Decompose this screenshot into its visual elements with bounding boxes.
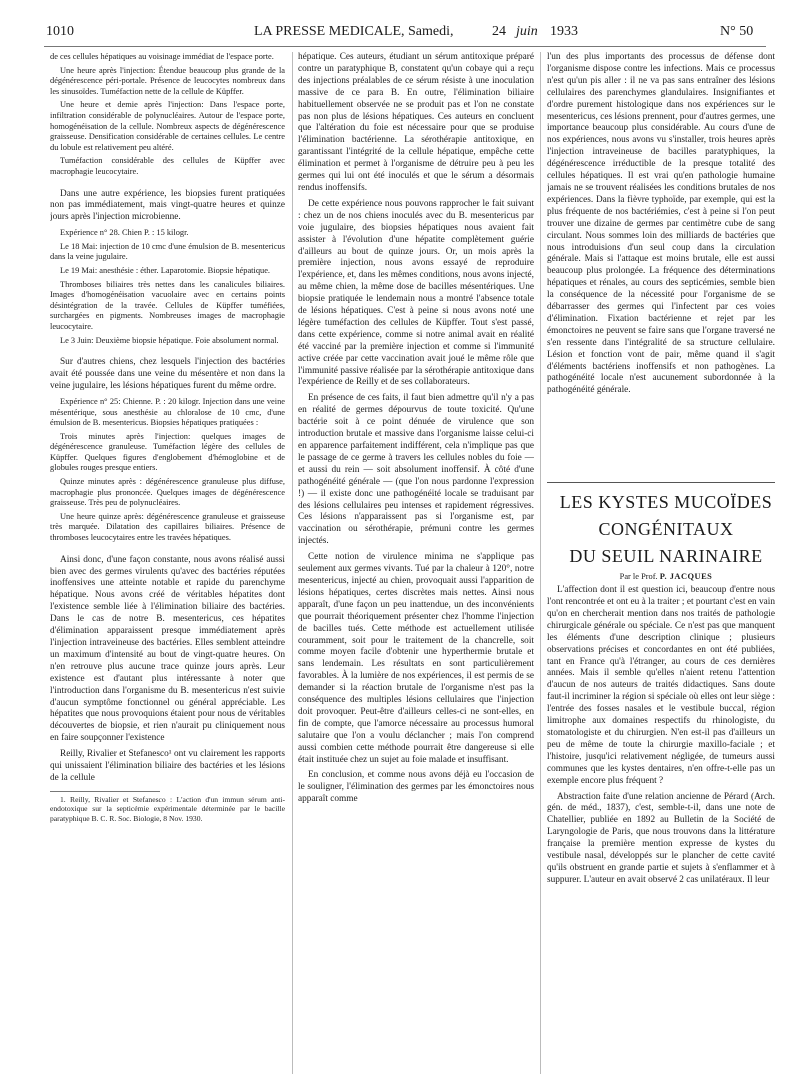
paragraph: Cette notion de virulence minima ne s'applique pas seulement aux germes vivants. Tué par la chaleur à 120°, notre mesentericus, injecté au chien, provoquait aussi l'apparition de lésions hépatiques, certes discrètes mais nettes. Ainsi nous apparaît, d'une façon un peu inattendue, un des inconvénients que pourrait théoriquement présenter chez l'homme l'injection de bacilles tués. Cette méthode est actuellement utilisée couramment, soit pour le traitement de la chancrelle, soit comme moyen facile d'obtenir une hyperthermie brutale et sans lendemain. Les résultats en sont particulièrement favorables. À la lumière de nos expériences, il est permis de se demander si la réaction brutale de l'organisme n'est pas la conséquence des multiples lésions cellulaires que l'injection doit provoquer. Peut-être d'ailleurs celles-ci ne sont-elles, en fin de compte, que l'amorce nécessaire au processus humoral salutaire que l'on a voulu déclancher ; mais l'on comprend aussi combien cette méthode pourrait être dangereuse si elle était instituée chez un sujet au foie malade et insuffisant. (298, 552, 534, 765)
paragraph: En conclusion, et comme nous avons déjà eu l'occasion de le souligner, l'élimination des germes par les émonctoires nous apparaît comme (298, 770, 534, 805)
page-header (44, 22, 764, 42)
article-title: CONGÉNITAUX (598, 519, 734, 539)
column-middle (298, 52, 534, 1072)
experiment-heading: Expérience n° 28. Chien P. : 15 kilogr. (60, 228, 189, 238)
article-title: DU SEUIL NARINAIRE (569, 546, 763, 566)
paragraph: hépatique. Ces auteurs, étudiant un sérum antitoxique préparé contre un paratyphique B, constatent qu'un cobaye qui a reçu des injections préalables de ce sérum résiste à une inoculation massive de ce para B. En outre, l'élimination biliaire habituellement observée ne se produit pas et l'on ne constate pas non plus de lésions hépatiques. Ces auteurs en concluent que l'altération du foie est nécessaire pour que se produise l'élimination bactérienne. La sérothérapie antitoxique, en garantissant l'intégrité de la cellule hépatique, empêche cette élimination et permet à l'organisme de détruire peu à peu les germes qui lui ont été inoculés et que le sérum a désormais rendus inoffensifs. (298, 52, 534, 193)
paragraph: Le 19 Mai: anesthésie : éther. Laparotomie. Biopsie hépatique. (60, 266, 271, 276)
date-month: juin (516, 24, 538, 39)
column-right (547, 52, 775, 1072)
column-left (50, 52, 285, 1072)
column-divider (292, 52, 293, 1074)
paragraph: Sur d'autres chiens, chez lesquels l'injection des bactéries avait été poussée dans une veine du mésentère et non dans la veine jugulaire, les lésions hépatiques furent du même ordre. (50, 357, 285, 391)
paragraph: Une heure après l'injection: Étendue beaucoup plus grande de la dégénérescence péri-portale. Présence de leucocytes nombreux dans les sinusoïdes. Tuméfaction nette de la cellule de Küpffer. (50, 65, 285, 96)
article-title: LES KYSTES MUCOÏDES (559, 492, 773, 512)
article-separator (547, 482, 775, 483)
footnote: 1. Reilly, Rivalier et Stefanesco : L'action d'un immun sérum anti-endotoxique sur la septicémie expérimentale déterminée par le bacille paratyphique B. C. R. Soc. Biologie, 8 Nov. 1930. (50, 794, 285, 823)
paragraph: Une heure quinze après: dégénérescence granuleuse et graisseuse très marquée. Dilatation des capillaires biliaires. Présence de thromboses leucocytaires entre les travées hépatiques. (50, 511, 285, 543)
paragraph: Trois minutes après l'injection: quelques images de dégénérescence granuleuse. Tuméfaction légère des cellules de Küpffer. Quelques figures d'englobement d'hémoglobine et de globules rouges presque entiers. (50, 431, 285, 473)
year: 1933 (550, 24, 578, 39)
paragraph: Quinze minutes après : dégénérescence granuleuse plus diffuse, macrophagie plus prononcée. Quelques images de dégénérescence graisseuse. Très peu de polynucléaires. (50, 477, 285, 508)
paragraph: L'affection dont il est question ici, beaucoup d'entre nous l'ont rencontrée et ont eu à la traiter ; et pourtant c'est en vain qu'on en chercherait mention dans nos traités de pathologie chirurgicale générale ou spéciale. Ce n'est pas que manquent les éléments d'une description clinique ; plusieurs observations précises et concordantes en ont été publiées, tant en France qu'à l'étranger, au cours de ces dernières années. Mais il semble qu'elles n'aient retenu l'attention d'aucun de nos auteurs de traités didactiques. Sans doute faut-il incriminer la région si spéciale où elles ont leur siège : l'entrée des fosses nasales et le vestibule buccal, région limitrophe aux domaines respectifs du rhinologiste, du stomatologiste et du chirurgien. N'en est-il pas d'ailleurs un peu de même de toute la chirurgie maxillo-faciale ; et l'histoire, jusqu'ici relativement négligée, de tumeurs aussi communes que les kystes dentaires, n'en offre-t-elle pas un exemple encore plus fréquent ? (547, 585, 775, 786)
footnote-rule (50, 791, 160, 792)
paragraph: Le 3 Juin: Deuxième biopsie hépatique. Foie absolument normal. (60, 335, 279, 345)
byline-prefix: Par le Prof. (619, 572, 658, 581)
byline (547, 571, 775, 582)
experiment-heading: Expérience n° 25: Chienne. P. : 20 kilogr. Injection dans une veine mésentérique, sous anesthésie au chloralose de 10 cmc, d'une émulsion de B. mesentericus. Biopsies hépatiques pratiquées : (50, 396, 285, 428)
column-divider (540, 52, 541, 1074)
paragraph: l'un des plus importants des processus de défense dont l'organisme dispose contre les infections. Mais ce processus n'est qu'un pis aller : il ne va pas sans entraîner des lésions cellulaires des parenchymes glandulaires. Insignifiantes et d'ordre purement histologique dans nos expériences sur le mesentericus, ces lésions prennent, pour d'autres germes, une importance beaucoup plus considérable. Au cours d'une de nos expériences, nous avons vu s'installer, trois heures après l'injection intraveineuse de bacilles paratyphiques, la dégénérescence irréductible de la presque totalité des cellules hépatiques. Il est vrai qu'en pathologie humaine jamais ne se trouvent réalisées les conditions brutales de nos expériences. Dans la fièvre typhoïde, par exemple, qui est la plus fréquente de nos bactériémies, c'est à peine si l'on peut trouver une dizaine de germes par centimètre cube de sang circulant. Nous sommes loin des milliards de bactéries que nous introduisions d'un seul coup dans la circulation générale. Mais si l'attaque est moins brutale, elle est aussi beaucoup plus prolongée. La fréquence des déterminations hépatiques et rénales, au cours des septicémies, semble bien la conséquence de la nécessité pour l'organisme de se débarrasser des germes qui l'infectent par ces voies d'élimination. Fixation bactérienne et rejet par les émonctoires ne peuvent se faire sans que l'organe traversé ne s'en ressente dans l'intégralité de sa structure cellulaire. Lésion et fonction vont de pair, même quand il s'agit d'éléments bactériens inoffensifs et non pathogènes. La pathogénéité locale n'est aucunement subordonnée à la pathogénéité générale. (547, 52, 775, 396)
paragraph: De cette expérience nous pouvons rapprocher le fait suivant : chez un de nos chiens inoculés avec du B. mesentericus par voie jugulaire, des biopsies hépatiques nous avaient fait assister à l'évolution d'une hépatite complètement guérie d'ailleurs au bout de quinze jours. Or, un mois après la première injection, nous avons essayé de reproduire l'expérience, et, dans les mêmes conditions, nous avons injecté, au même chien, la même dose de bacilles mésentériques. Une biopsie pratiquée le lendemain nous a montré l'absence totale de lésions hépatiques. C'est à peine si nous avons noté une légère tuméfaction des cellules de Küpffer. Tout s'est passé, dans cette expérience, comme si notre animal avait en réalité été vacciné par la première injection et comme si l'immunité active créée par cette vaccination avait joué le même rôle que l'immunité passive réalisée par la sérothérapie antitoxique dans l'expérience de Reilly et de ses collaborateurs. (298, 198, 534, 388)
issue-number: N° 50 (720, 24, 754, 39)
header-rule (44, 46, 766, 47)
author-name: P. JACQUES (659, 572, 713, 581)
paragraph: Ainsi donc, d'une façon constante, nous avons réalisé aussi bien avec des germes virulents qu'avec des bactéries réputées inoffensives une atteinte notable et rapide du parenchyme hépatique. Nous avons créé de véritables hépatites dont l'existence semble liée à l'élimination biliaire des bactéries. Dans le cas de notre B. mesentericus, ces hépatites d'élimination apparaissent presque immédiatement après l'injection intraveineuse des bactéries. Elles semblent atteindre un maximum d'intensité au bout de vingt-quatre heures. On n'en retrouve plus aucune trace quinze jours après. Leur existence est d'autant plus intéressante à noter que l'introduction dans l'organisme du B. mesentericus n'est suivie d'aucun symptôme fonctionnel ou général appréciable. Les hépatites que nous provoquions étaient pour nous de véritables découvertes de biopsie, et rien n'aurait pu cliniquement nous en faire soupçonner l'existence (50, 554, 285, 744)
paragraph: de ces cellules hépatiques au voisinage immédiat de l'espace porte. (50, 52, 274, 61)
paragraph: Abstraction faite d'une relation ancienne de Pérard (Arch. gén. de méd., 1837), c'est, semble-t-il, dans une note de Chatellier, publiée en 1892 au Bulletin de la Société de Laryngologie de Paris, que nous trouvons dans la littérature française la première mention expresse de kystes du vestibule nasal, développés sur le plancher de cette cavité qu'ils obstruent en grande partie et sujets à s'enflammer et à suppurer. L'auteur en avait observé 2 cas unilatéraux. Il leur (547, 791, 775, 885)
paragraph: En présence de ces faits, il faut bien admettre qu'il n'y a pas en réalité de germes dépourvus de toute toxicité. Qu'une bactérie soit à ce point dénuée de virulence que son introduction brutale et massive dans l'organisme laisse celui-ci en apparence parfaitement indifférent, cela n'implique pas que le passage de ce germe à travers les cellules nobles du foie — et aussi du rein — soit absolument inoffensif. À côté d'une pathogénéité générale — (que l'on nous pardonne l'expression !) — il existe donc une pathogénéité locale se traduisant par des lésions cellulaires peu intenses et rapidement régressives. Ces lésions n'apparaissent pas si l'organisme est, par vaccination ou sérothérapie, prémuni contre les germes injectés. (298, 393, 534, 547)
paragraph: Une heure et demie après l'injection: Dans l'espace porte, infiltration considérable de polynucléaires. Autour de l'espace porte, homogénéisation de la cellule. Nombreux aspects de dégénérescence graisseuse. Densification considérable de certaines cellules. Le centre du lobule est relativement peu altéré. (50, 100, 285, 152)
journal-title: LA PRESSE MEDICALE, Samedi, (254, 24, 454, 39)
paragraph: Tuméfaction considérable des cellules de Küpffer avec macrophagie leucocytaire. (50, 156, 285, 176)
paragraph: Thromboses biliaires très nettes dans les canalicules biliaires. Images d'homogénéisation vacuolaire avec en certains points désintégration de la travée. Cellules de Küpffer tuméfiées, surchargées en pigments. Nombreuses images de macrophagie leucocytaire. (50, 279, 285, 331)
page-number: 1010 (46, 24, 74, 39)
date-day: 24 (492, 24, 506, 39)
paragraph: Reilly, Rivalier et Stefanesco¹ ont vu clairement les rapports qui unissaient l'élimination biliaire des bactéries et les lésions de la cellule (50, 749, 285, 783)
paragraph: Le 18 Mai: injection de 10 cmc d'une émulsion de B. mesentericus dans la veine jugulaire. (50, 241, 285, 262)
paragraph: Dans une autre expérience, les biopsies furent pratiquées non pas immédiatement, mais vingt-quatre heures et quinze jours après l'injection microbienne. (50, 188, 285, 223)
